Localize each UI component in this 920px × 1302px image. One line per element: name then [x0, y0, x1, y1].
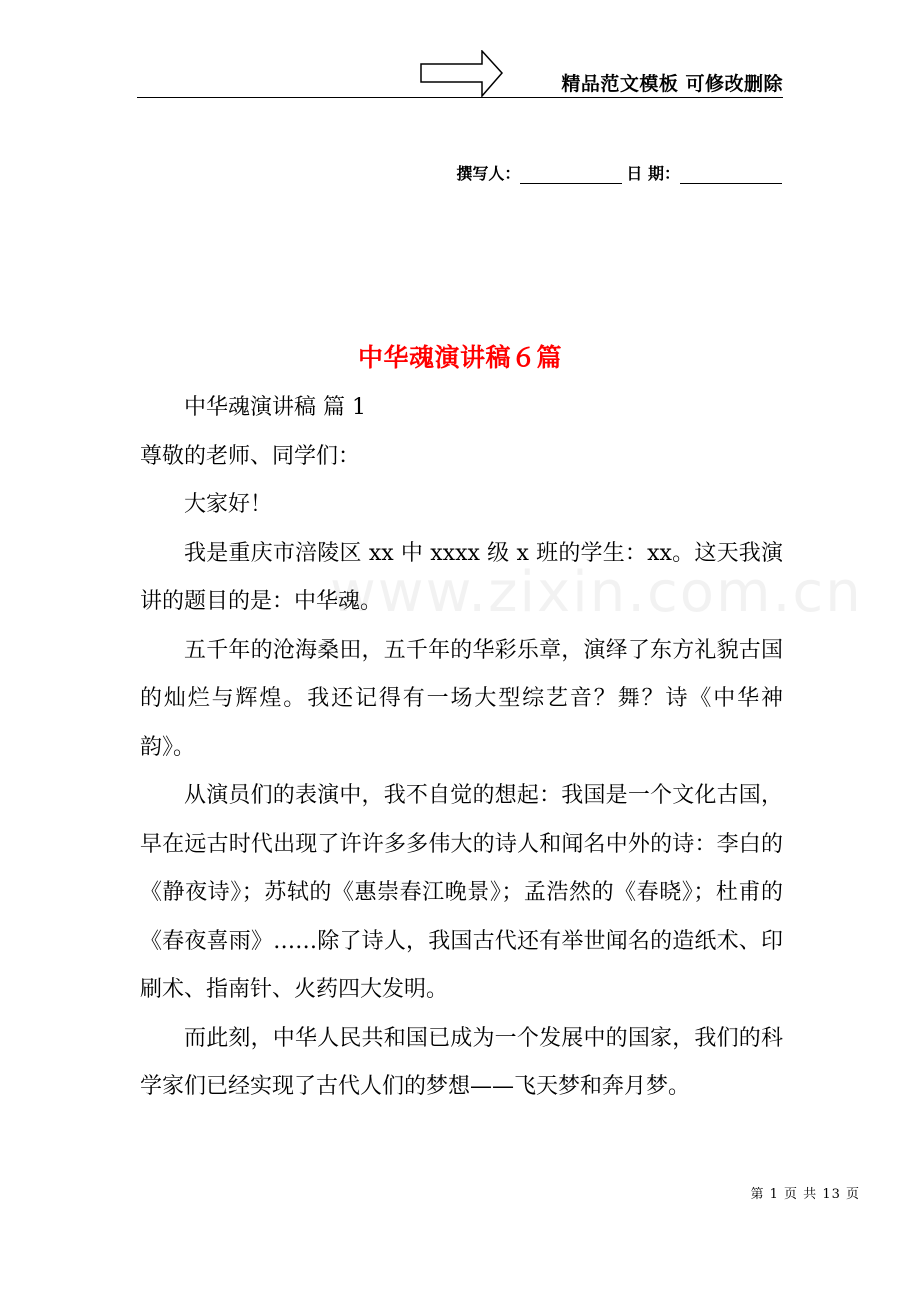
- body-paragraph: 而此刻，中华人民共和国已成为一个发展中的国家，我们的科学家们已经实现了古代人们的梦想——飞天梦和奔月梦。: [140, 1025, 783, 1099]
- body-paragraph: 从演员们的表演中，我不自觉的想起：我国是一个文化古国，早在远古时代出现了许许多多伟大的诗人和闻名中外的诗：李白的《静夜诗》；苏轼的《惠崇春江晚景》；孟浩然的《春晓》；杜甫的《春夜喜雨》……除了诗人，我国古代还有举世闻名的造纸术、印刷术、指南针、火药四大发明。: [140, 783, 783, 1002]
- author-date-line: [456, 161, 782, 184]
- page-header: [137, 50, 783, 98]
- date-label: 日 期：: [626, 164, 680, 183]
- author-label: 撰写人：: [456, 164, 521, 183]
- body-paragraph: 我是重庆市涪陵区 xx 中 xxxx 级 x 班的学生：xx。这天我演讲的题目的是：中华魂。: [140, 540, 783, 614]
- document-body: [140, 384, 783, 1112]
- greeting: 大家好！: [184, 492, 273, 517]
- header-label: 精品范文模板 可修改删除: [561, 73, 783, 95]
- salutation: 尊敬的老师、同学们：: [140, 443, 361, 469]
- body-paragraph: 五千年的沧海桑田，五千年的华彩乐章，演绎了东方礼貌古国的灿烂与辉煌。我还记得有一场大型综艺音？舞？诗《中华神韵》。: [140, 637, 783, 760]
- page-number: 第 1 页 共 13 页: [750, 1187, 860, 1202]
- date-blank-field: [680, 165, 782, 184]
- author-blank-field: [520, 165, 622, 184]
- arrow-right-icon: [420, 50, 504, 98]
- document-title: 中华魂演讲稿６篇: [357, 343, 562, 372]
- section-heading: 中华魂演讲稿 篇 1: [184, 395, 366, 420]
- watermark: www.zixin.com.cn: [330, 560, 863, 625]
